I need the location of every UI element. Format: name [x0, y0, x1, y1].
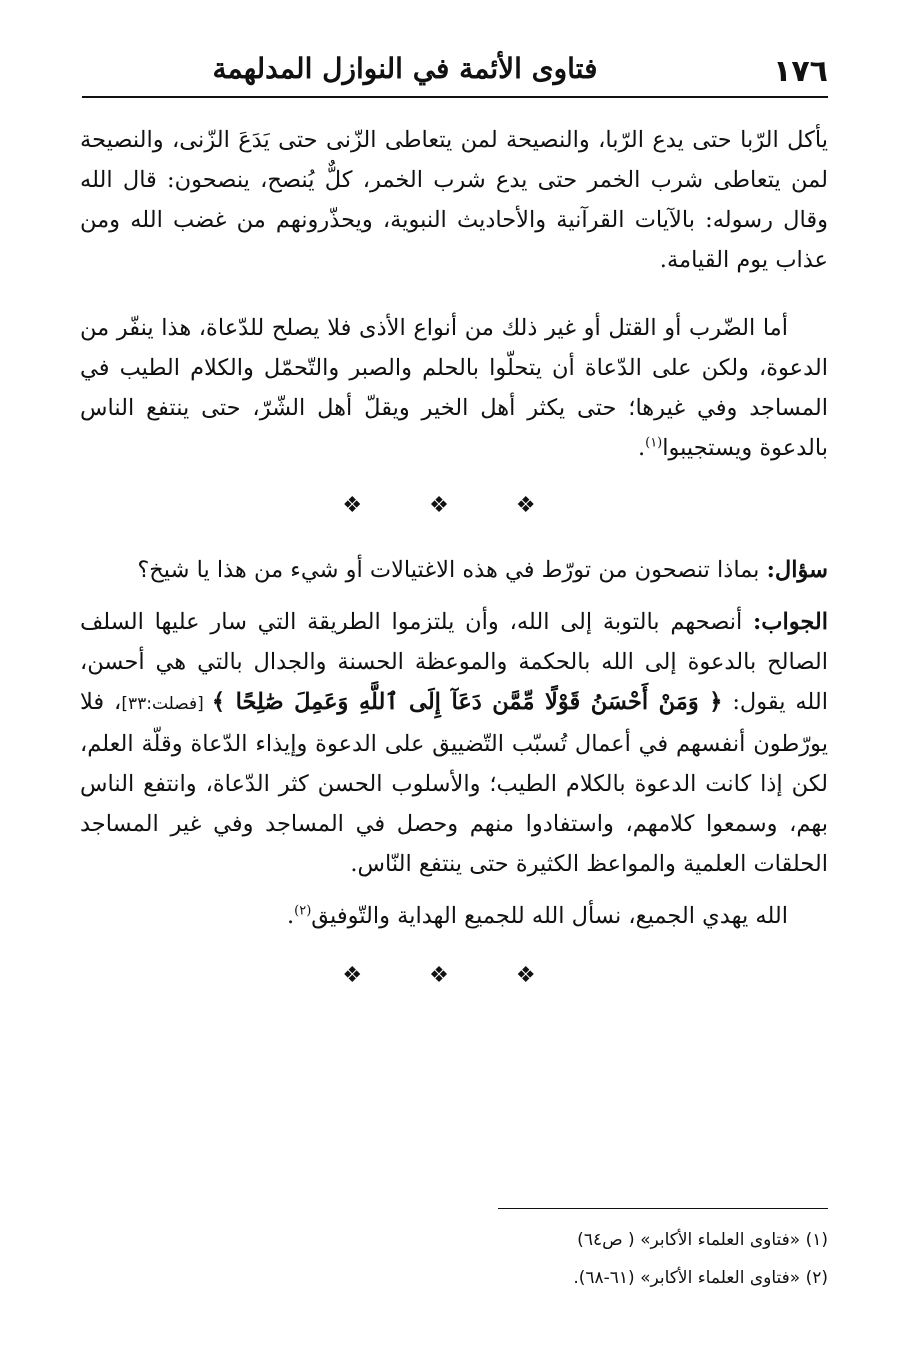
footnote-ref-2[interactable]: (٢)	[294, 903, 312, 919]
section-separator: ❖ ❖ ❖	[342, 493, 566, 518]
footnote-2: (٢) «فتاوى العلماء الأكابر» (٦١-٦٨).	[573, 1268, 828, 1288]
paragraph-2-end: .	[637, 435, 646, 461]
quran-verse: ﴿ وَمَنْ أَحْسَنُ قَوْلًا مِّمَّن دَعَآ إِلَى ٱللَّهِ وَعَمِلَ صَٰلِحًا ﴾	[211, 689, 723, 715]
paragraph-1: يأكل الرّبا حتى يدع الرّبا، والنصيحة لمن يتعاطى الزّنى حتى يَدَعَ الزّنى، والنصيحة لمن يتعاطى شرب الخمر حتى يدع شرب الخمر، كلٌّ يُنصح، ينصحون: قال الله وقال رسوله: بالآيات القرآنية والأحاديث النبوية، ويحذّرونهم من غضب الله ومن عذاب يوم القيامة.	[80, 127, 828, 273]
quran-citation: [فصلت:٣٣]	[121, 694, 212, 714]
running-title: فتاوى الأئمة في النوازل المدلهمة	[212, 52, 598, 85]
paragraph-2-text: أما الضّرب أو القتل أو غير ذلك من أنواع الأذى فلا يصلح للدّعاة، هذا ينفّر من الدعوة، ولكن على الدّعاة أن يتحلّوا بالحلم والصبر والتّحمّل والكلام الطيب في المساجد وفي غيرها؛ حتى يكثر أهل الخير ويقلّ أهل الشّرّ، حتى ينتفع الناس بالدعوة ويستجيبوا	[80, 315, 828, 461]
question-text: بماذا تنصحون من تورّط في هذه الاغتيالات أو شيء من هذا يا شيخ؟	[137, 557, 767, 583]
footnote-1: (١) «فتاوى العلماء الأكابر» ( ص٦٤)	[577, 1230, 828, 1250]
paragraph-2	[80, 308, 828, 468]
answer-label: الجواب:	[753, 609, 828, 635]
question-paragraph	[80, 550, 828, 590]
footnote-ref-1[interactable]: (١)	[645, 435, 663, 451]
footnotes	[80, 1228, 828, 1304]
page-number: ١٧٦	[773, 54, 828, 89]
section-separator-2: ❖ ❖ ❖	[342, 963, 566, 988]
header-rule	[82, 96, 828, 98]
footnote-rule	[498, 1208, 828, 1209]
closing-end: .	[286, 903, 295, 929]
page-header	[82, 50, 828, 98]
page-body	[80, 120, 828, 1020]
question-label: سؤال:	[766, 557, 828, 583]
answer-text-1: أنصحهم بالتوبة إلى الله، وأن يلتزموا الطريقة التي سار عليها السلف الصالح بالدعوة إلى الله بالحكمة والموعظة الحسنة والجدال بالتي هي أحسن، الله يقول:	[80, 609, 828, 715]
answer-paragraph	[80, 602, 828, 884]
closing-paragraph	[80, 896, 828, 936]
closing-text: الله يهدي الجميع، نسأل الله للجميع الهداية والتّوفيق	[311, 903, 788, 929]
answer-text-2: ، فلا يورّطون أنفسهم في أعمال تُسبّب التّضييق على الدعوة وإيذاء الدّعاة وقلّة العلم، لكن إذا كانت الدعوة بالكلام الطيب؛ والأسلوب الحسن كثر الدّعاة، وانتفع الناس بهم، وسمعوا كلامهم، واستفادوا منهم وحصل في المساجد وفي غير المساجد الحلقات العلمية والمواعظ الكثيرة حتى ينتفع النّاس.	[80, 689, 828, 877]
